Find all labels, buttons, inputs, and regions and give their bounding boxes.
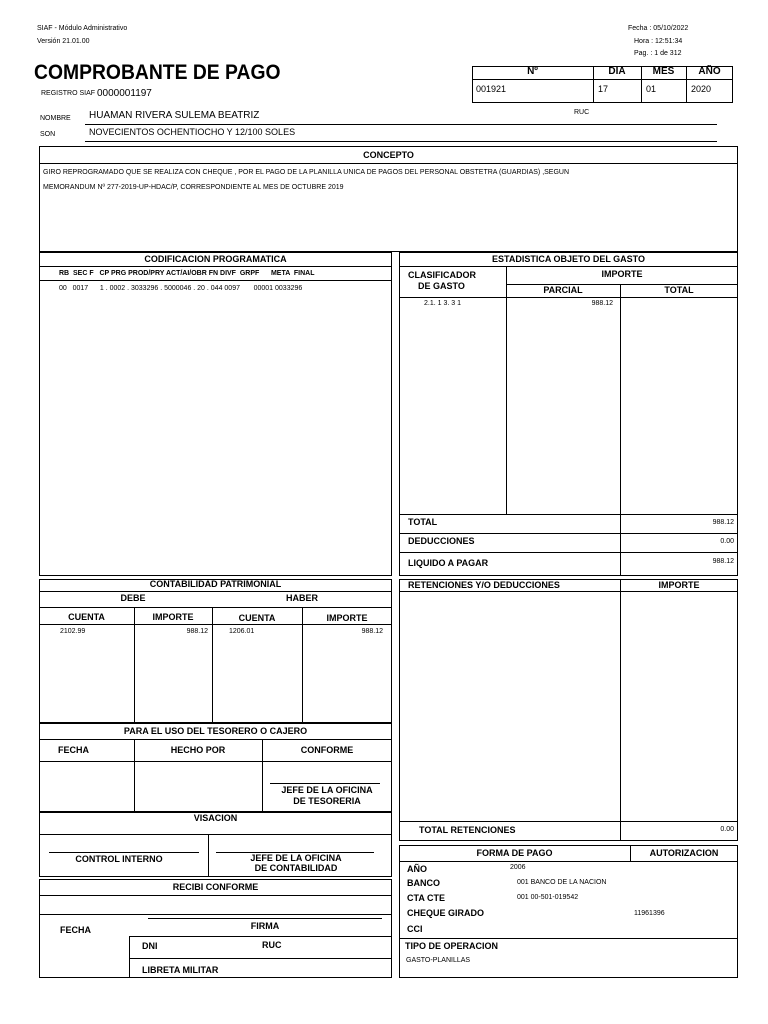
id-header-mes: MES — [652, 66, 675, 77]
debe-cuenta-value: 2102.99 — [60, 628, 86, 635]
debe-cuenta-header: CUENTA — [68, 612, 105, 622]
print-date: Fecha : 05/10/2022 — [628, 25, 689, 32]
recibi-ruc: RUC — [262, 940, 282, 950]
parcial-value: 988.12 — [591, 300, 613, 307]
cta-cte-label: CTA CTE — [407, 893, 445, 903]
concepto-title: CONCEPTO — [363, 150, 414, 160]
visacion-title: VISACION — [193, 813, 238, 823]
estadistica-title: ESTADISTICA OBJETO DEL GASTO — [491, 254, 646, 264]
tesorero-title: PARA EL USO DEL TESORERO O CAJERO — [123, 726, 308, 736]
haber-label: HABER — [285, 593, 318, 603]
son-underline — [85, 141, 717, 142]
concepto-box — [39, 146, 738, 252]
total-value: 988.12 — [712, 519, 734, 526]
importe-header: IMPORTE — [601, 269, 643, 279]
tipo-operacion-label: TIPO DE OPERACION — [405, 941, 499, 951]
clasificador-label: CLASIFICADOR — [408, 270, 476, 280]
recibi-libreta: LIBRETA MILITAR — [142, 965, 219, 975]
tesorero-fecha: FECHA — [58, 745, 89, 755]
id-value-anio: 2020 — [691, 84, 712, 94]
registro-label: REGISTRO SIAF — [41, 90, 96, 97]
haber-importe-value: 988.12 — [361, 628, 383, 635]
total-retenciones-label: TOTAL RETENCIONES — [419, 825, 516, 835]
print-time: Hora : 12:51:34 — [634, 38, 683, 45]
contabilidad-jefe-line1: JEFE DE LA OFICINA — [250, 853, 342, 863]
liquido-value: 988.12 — [712, 558, 734, 565]
banco-label: BANCO — [407, 878, 440, 888]
codificacion-title: CODIFICACION PROGRAMATICA — [144, 254, 287, 264]
deducciones-label: DEDUCCIONES — [408, 536, 475, 546]
tesorero-jefe-line1: JEFE DE LA OFICINA — [281, 785, 373, 795]
cta-cte-value: 001 00-501-019542 — [517, 894, 579, 901]
nombre-value: HUAMAN RIVERA SULEMA BEATRIZ — [89, 110, 260, 121]
retenciones-box — [399, 579, 738, 841]
parcial-header: PARCIAL — [543, 285, 583, 295]
nombre-underline — [85, 124, 717, 125]
id-value-dia: 17 — [598, 84, 609, 94]
control-interno: CONTROL INTERNO — [75, 854, 163, 864]
forma-anio-label: AÑO — [407, 864, 427, 874]
codificacion-box — [39, 252, 392, 576]
haber-cuenta-value: 1206.01 — [229, 628, 255, 635]
debe-label: DEBE — [120, 593, 146, 603]
deducciones-value: 0.00 — [720, 538, 734, 545]
haber-cuenta-header: CUENTA — [238, 613, 276, 623]
banco-value: 001 BANCO DE LA NACION — [517, 879, 607, 886]
id-header-anio: AÑO — [698, 66, 721, 77]
codificacion-columns: RB SEC F CP PRG PROD/PRY ACT/AI/OBR FN DIVF GRPF META FINAL — [59, 270, 315, 277]
recibi-firma: FIRMA — [250, 921, 280, 931]
system-name: SIAF - Módulo Administrativo — [37, 25, 128, 32]
nombre-label: NOMBRE — [40, 115, 71, 122]
total-retenciones-value: 0.00 — [720, 826, 734, 833]
id-value-num: 001921 — [476, 84, 507, 94]
id-header-dia: DIA — [608, 66, 626, 77]
de-gasto-label: DE GASTO — [418, 281, 465, 291]
codificacion-row: 00 0017 1 . 0002 . 3033296 . 5000046 . 20 . 044 0097 00001 0033296 — [59, 285, 303, 292]
clasificador-value: 2.1. 1 3. 3 1 — [424, 300, 461, 307]
recibi-title: RECIBI CONFORME — [172, 882, 259, 892]
system-version: Versión 21.01.00 — [37, 38, 90, 45]
retenciones-importe-header: IMPORTE — [658, 580, 700, 590]
cheque-label: CHEQUE GIRADO — [407, 908, 485, 918]
page-number: Pag. : 1 de 312 — [634, 50, 682, 57]
concepto-line-1: GIRO REPROGRAMADO QUE SE REALIZA CON CHEQUE , POR EL PAGO DE LA PLANILLA UNICA DE PAGOS DEL PERSONAL OBSTETRA (GUARDIAS) ,SEGUN — [43, 169, 570, 176]
total-header: TOTAL — [664, 285, 694, 295]
forma-pago-title: FORMA DE PAGO — [476, 848, 553, 858]
cheque-value: 11961396 — [634, 910, 665, 917]
id-header-num: Nº — [527, 66, 538, 77]
contabilidad-title: CONTABILIDAD PATRIMONIAL — [149, 579, 282, 589]
cci-label: CCI — [407, 924, 423, 934]
tipo-operacion-value: GASTO-PLANILLAS — [406, 957, 471, 964]
contabilidad-jefe-line2: DE CONTABILIDAD — [254, 863, 338, 873]
haber-importe-header: IMPORTE — [326, 613, 368, 623]
concepto-line-2: MEMORANDUM Nº 277-2019-UP-HDAC/P, CORRESPONDIENTE AL MES DE OCTUBRE 2019 — [43, 184, 344, 191]
ruc-label: RUC — [574, 109, 590, 116]
autorizacion-header: AUTORIZACION — [649, 848, 719, 858]
tesorero-conforme: CONFORME — [300, 745, 354, 755]
total-label: TOTAL — [408, 517, 438, 527]
debe-importe-header: IMPORTE — [152, 612, 194, 622]
debe-importe-value: 988.12 — [186, 628, 208, 635]
document-title: COMPROBANTE DE PAGO — [34, 61, 281, 84]
recibi-dni: DNI — [142, 941, 158, 951]
retenciones-title: RETENCIONES Y/O DEDUCCIONES — [408, 580, 560, 590]
forma-anio-value: 2006 — [510, 864, 526, 871]
tesorero-jefe-line2: DE TESORERIA — [293, 796, 361, 806]
registro-value: 0000001197 — [97, 88, 152, 99]
id-value-mes: 01 — [646, 84, 657, 94]
tesorero-hecho-por: HECHO POR — [170, 745, 226, 755]
son-label: SON — [40, 131, 56, 138]
liquido-label: LIQUIDO A PAGAR — [408, 558, 489, 568]
son-value: NOVECIENTOS OCHENTIOCHO Y 12/100 SOLES — [89, 127, 296, 137]
recibi-fecha: FECHA — [60, 925, 91, 935]
